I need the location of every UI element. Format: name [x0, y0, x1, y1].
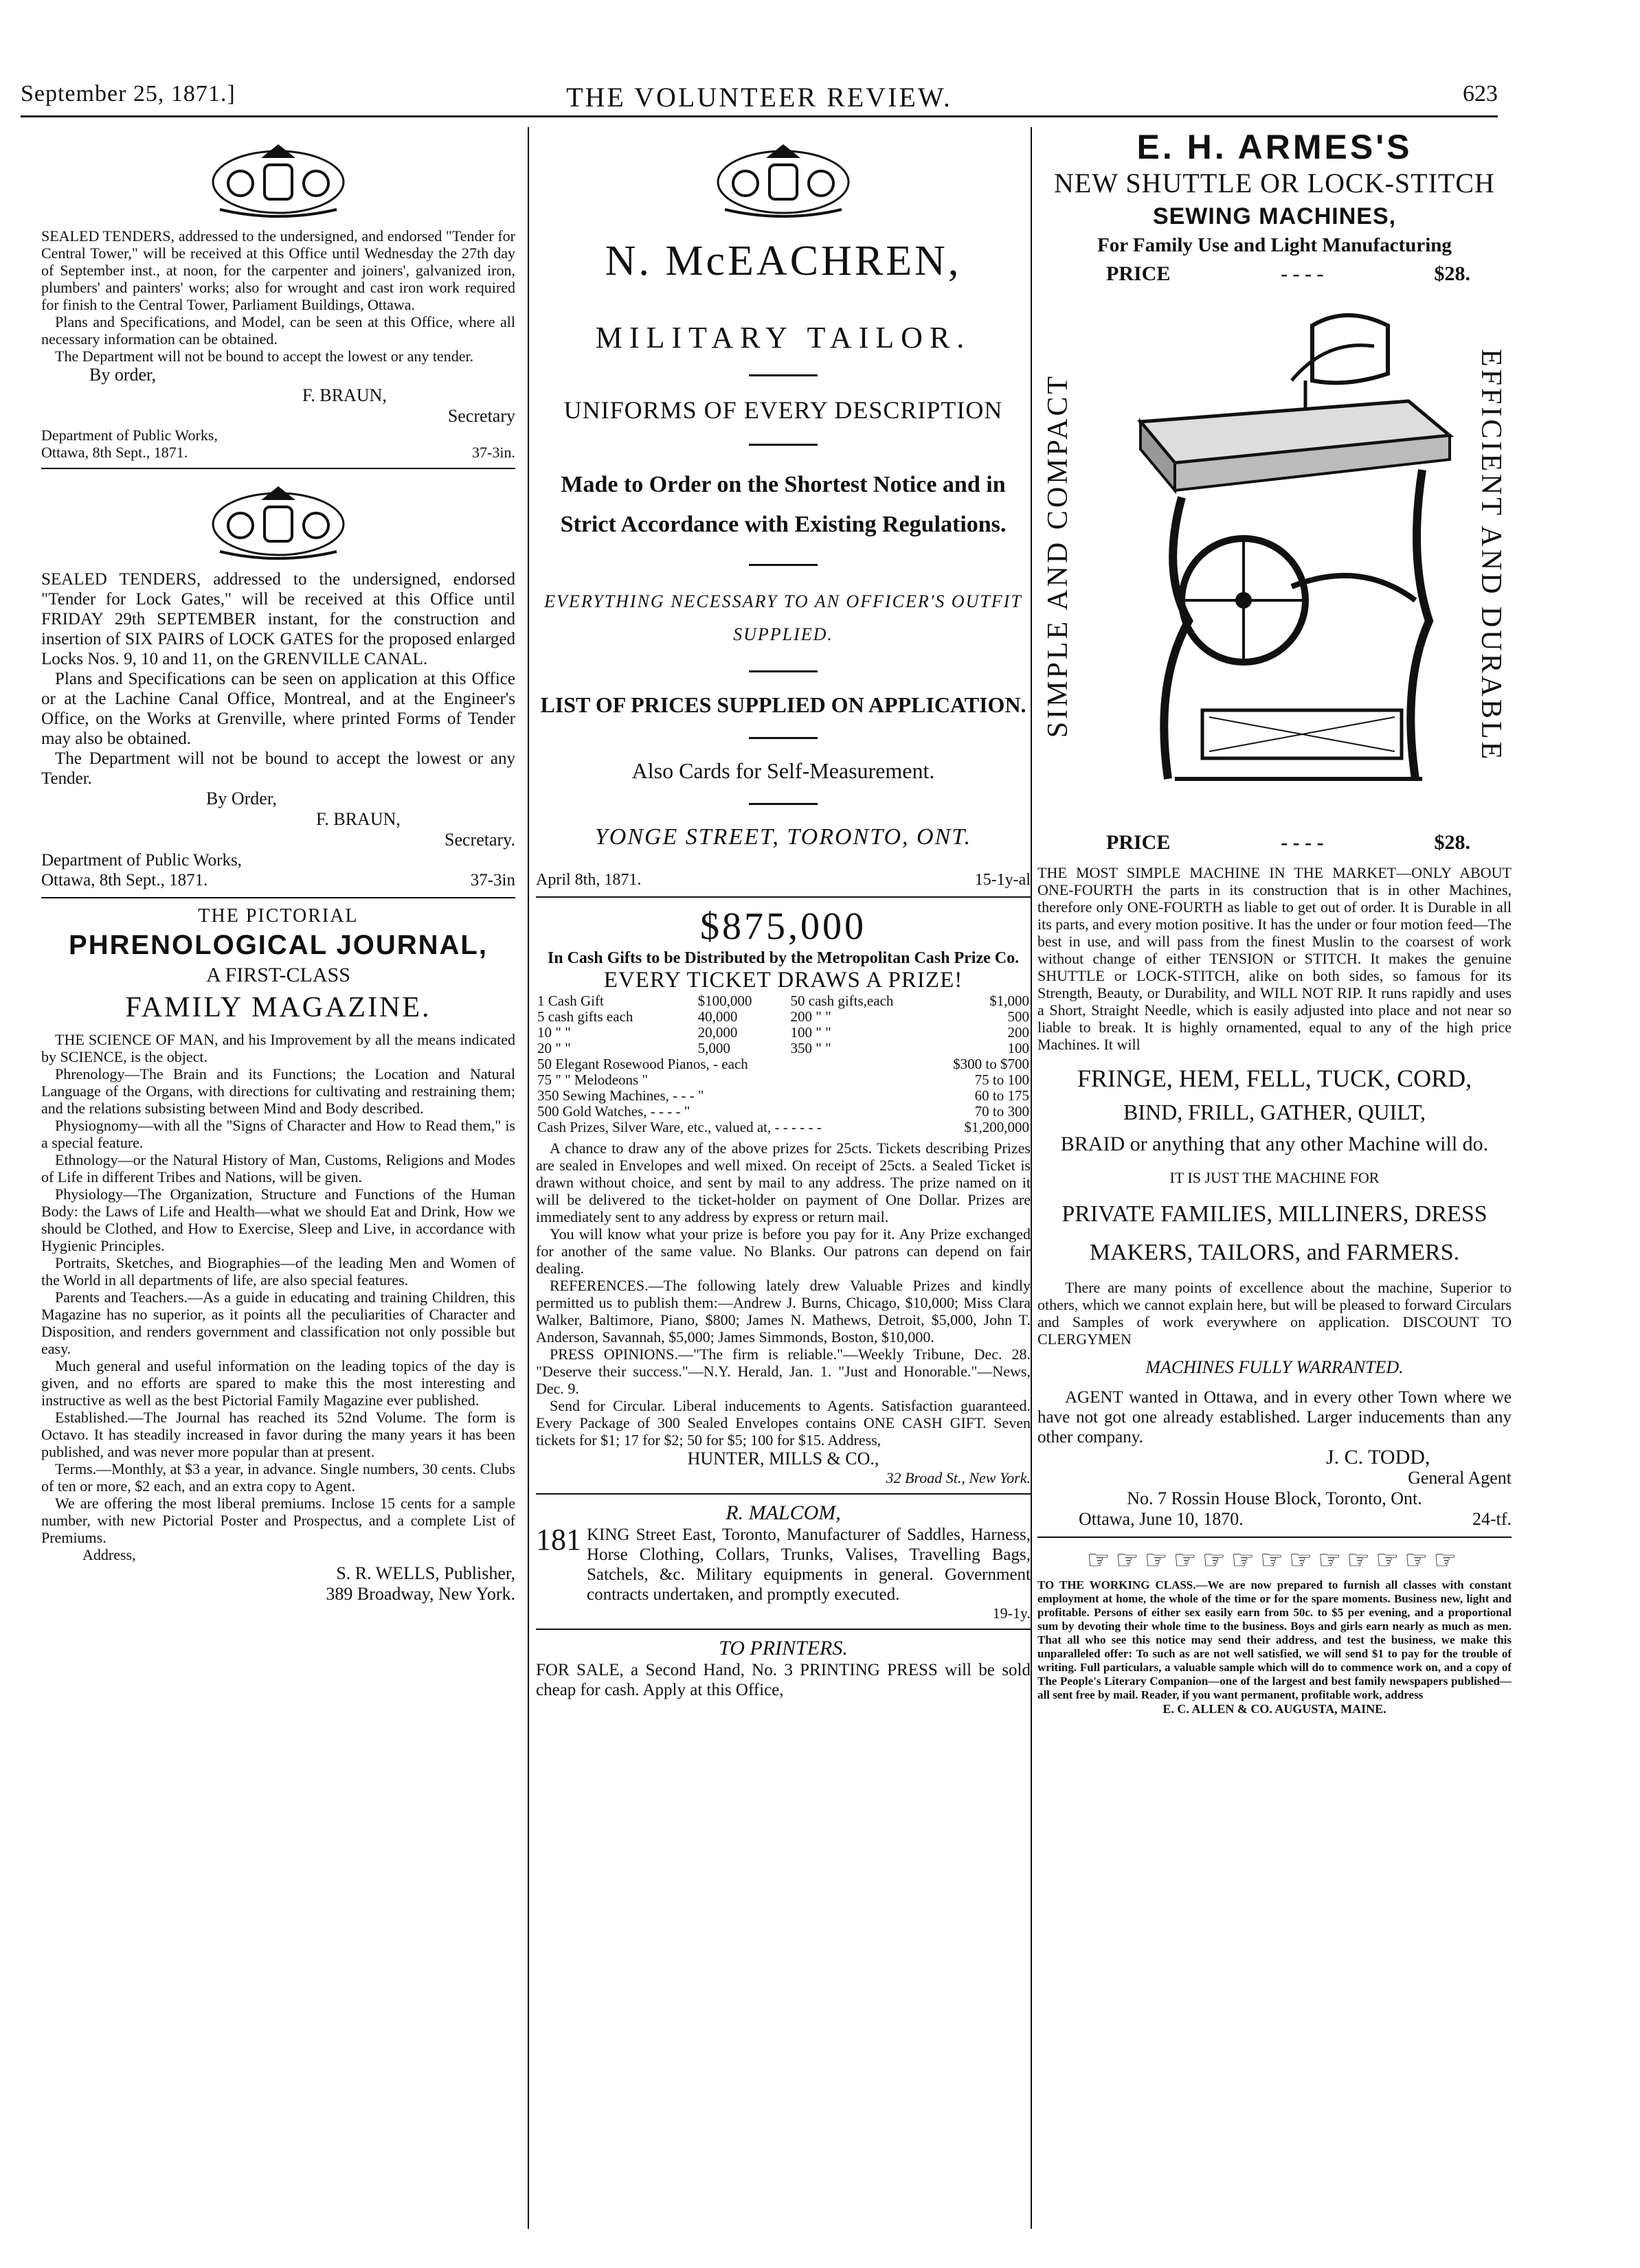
table-cell: 50 Elegant Rosewood Pianos, - each [537, 1056, 748, 1072]
divider [41, 897, 515, 898]
journal-mag: FAMILY MAGAZINE. [125, 992, 431, 1023]
street-number: 181 [536, 1523, 581, 1556]
place-date: Ottawa, 8th Sept., 1871. [41, 871, 208, 889]
outfit-line: EVERYTHING NECESSARY TO AN OFFICER'S OUTFIT SUPPLIED. [544, 591, 1022, 644]
insertion-code: 15-1y-al [974, 871, 1031, 889]
table-cell: $1,000 [989, 993, 1029, 1009]
department-name: Department of Public Works, [41, 851, 242, 870]
table-row [536, 1056, 1031, 1072]
by-order: By Order, [206, 789, 277, 808]
table-cell: 60 to 175 [974, 1087, 1029, 1104]
fringe-line: FRINGE, HEM, FELL, TUCK, CORD, [1077, 1065, 1472, 1092]
royal-crest-icon [199, 476, 357, 565]
working-class-notice: TO THE WORKING CLASS.—We are now prepared to furnish all classes with constant employment at home, the whole of the time or for the spare moments. Business new, light and profitable. Persons of either sex easily earn from 50c. to $5 per evening, and a proportional sum by devoting their whole time to the business. Boys and girls earn nearly as much as men. That all who see this notice may send their address, and test the business, we make this unparalleled offer: To such as are not well satisfied, we will send $1 to pay for the trouble of writing. Full particulars, a valuable sample which will do to commence work on, and a copy of The People's Literary Companion—one of the largest and best family newspapers published—all sent free by mail. Reader, if you want permanent, profitable work, address [1037, 1578, 1512, 1701]
warranted-line: MACHINES FULLY WARRANTED. [1145, 1357, 1404, 1377]
by-order: By order, [89, 365, 157, 385]
side-caption-right: EFFICIENT AND DURABLE [1475, 349, 1507, 762]
issue-date: September 25, 1871.] [21, 81, 236, 106]
insertion-code: 37-3in. [472, 444, 515, 461]
divider [749, 737, 818, 739]
table-row [536, 1041, 1031, 1056]
tender-lock-gates: SEALED TENDERS, addressed to the undersigned, endorsed "Tender for Lock Gates," will be received at this Office until FRIDAY 29th SEPTEMBER instant, for the construction and insertion of SIX PAIRS of LOCK GATES for the proposed enlarged Locks Nos. 9, 10 and 11, on the GRENVILLE CANAL. [41, 570, 515, 668]
tailor-name: N. McEACHREN, [605, 238, 962, 284]
just-the-machine: IT IS JUST THE MACHINE FOR [1169, 1169, 1380, 1186]
prize-paragraph: PRESS OPINIONS.—"The firm is reliable."—Weekly Tribune, Dec. 28. "Deserve their success."—N.Y. Herald, Jan. 1. "Just and Honorable."—News, Dec. 9. [536, 1346, 1031, 1397]
table-cell: 50 cash gifts,each [790, 993, 894, 1009]
signer-name: F. BRAUN, [302, 385, 387, 405]
machine-purpose: For Family Use and Light Manufacturing [1097, 234, 1452, 256]
agent-address: No. 7 Rossin House Block, Toronto, Ont. [1127, 1488, 1422, 1508]
side-caption-left: SIMPLE AND COMPACT [1042, 373, 1074, 738]
working-class-address: E. C. ALLEN & CO. AUGUSTA, MAINE. [1162, 1702, 1386, 1716]
royal-crest-icon [704, 134, 862, 223]
table-cell: 500 [1007, 1008, 1029, 1025]
table-cell: 5,000 [697, 1040, 730, 1056]
malcom-name: R. MALCOM, [726, 1501, 841, 1524]
tender-central-tower: SEALED TENDERS, addressed to the undersigned, and endorsed "Tender for Central Tower," will be received at this Office until Wednesday the 27th day of September inst., at noon, for the carpenter and joiners', galvanized iron, plumbers' and painters' works; also for wrought and cast iron work required for finish to the Central Tower, Parliament Buildings, Ottawa. [41, 227, 515, 313]
journal-pre: THE PICTORIAL [198, 905, 359, 927]
divider [1037, 1536, 1512, 1538]
table-row [536, 1104, 1031, 1120]
column-center [536, 127, 1031, 2243]
divider [536, 1493, 1031, 1495]
divider [536, 1629, 1031, 1630]
tender-department-note: The Department will not be bound to accept the lowest or any Tender. [41, 749, 515, 788]
journal-paragraph: Parents and Teachers.—As a guide in educating and training Children, this Magazine has no superior, as it points all the peculiarities of Character and Disposition, and renders government and classification not only possible but easy. [41, 1289, 515, 1357]
divider [749, 803, 818, 805]
divider [749, 564, 818, 566]
table-cell: $100,000 [697, 993, 752, 1009]
sewing-machine-icon [1086, 298, 1463, 806]
insertion-code: 24-tf. [1472, 1509, 1512, 1529]
place-date: Ottawa, 8th Sept., 1871. [41, 444, 188, 461]
ad-date: April 8th, 1871. [536, 871, 642, 889]
publisher-address: 389 Broadway, New York. [326, 1584, 515, 1604]
table-cell: 350 " " [790, 1040, 831, 1056]
masthead-rule [21, 115, 1498, 117]
table-cell: 200 " " [790, 1008, 831, 1025]
made-to-order: Made to Order on the Shortest Notice and in Strict Accordance with Existing Regulations. [560, 472, 1007, 537]
prize-amount: $875,000 [700, 905, 866, 948]
brand-name: E. H. ARMES'S [1136, 128, 1413, 166]
prize-table-goods [536, 1056, 1031, 1135]
malcom-text: KING Street East, Toronto, Manufacturer of Saddles, Harness, Horse Clothing, Collars, Trunks, Valises, Travelling Bags, Satchels, &c. Military equipments in general. Government contracts undertaken, and promptly executed. [587, 1526, 1031, 1604]
table-cell: 70 to 300 [974, 1103, 1029, 1120]
table-cell: $1,200,000 [964, 1119, 1029, 1135]
signer-title: Secretary [447, 406, 515, 426]
printers-text: FOR SALE, a Second Hand, No. 3 PRINTING PRESS will be sold cheap for cash. Apply at this Office, [536, 1661, 1031, 1699]
table-cell: 75 to 100 [974, 1071, 1029, 1088]
column-divider [1031, 127, 1032, 2229]
table-row [536, 1025, 1031, 1041]
table-cell: 20 " " [537, 1040, 571, 1056]
journal-paragraph: Physiology—The Organization, Structure and Functions of the Human Body: the Laws of Life and Health—what we should Eat and Drink, How we should be Clothed, and How to Exercise, Sleep and Live, in accordance with Hygienic Principles. [41, 1186, 515, 1254]
pointing-hand-row-icon: ☞☞☞☞☞☞☞☞☞☞☞☞☞ [1086, 1546, 1463, 1575]
agent-name: J. C. TODD, [1326, 1446, 1430, 1468]
table-cell: 350 Sewing Machines, - - - " [537, 1087, 704, 1104]
table-cell: 75 " " Melodeons " [537, 1071, 649, 1088]
street-address: YONGE STREET, TORONTO, ONT. [594, 824, 972, 850]
bind-line: BIND, FRILL, GATHER, QUILT, [1123, 1100, 1426, 1124]
table-row [536, 1009, 1031, 1025]
prize-paragraph: Send for Circular. Liberal inducements to Agents. Satisfaction guaranteed. Every Package of 300 Sealed Envelopes contains ONE CASH GIFT. Seven tickets for $1; 17 for $2; 50 for $5; 100 for $15. Address, [536, 1397, 1031, 1449]
newspaper-title: THE VOLUNTEER REVIEW. [566, 82, 952, 113]
journal-paragraph: Portraits, Sketches, and Biographies—of the leading Men and Women of the World in all departments of life, are also special features. [41, 1254, 515, 1289]
table-cell: 100 " " [790, 1024, 831, 1041]
divider [749, 444, 818, 446]
department-name: Department of Public Works, [41, 427, 218, 444]
table-cell: 500 Gold Watches, - - - - " [537, 1103, 690, 1120]
prize-paragraph: REFERENCES.—The following lately drew Valuable Prizes and kindly permitted us to publish them:—Andrew J. Burns, Chicago, $10,000; Miss Clara Walker, Baltimore, Piano, $800; James N. Mathews, Detroit, $5,000, John T. Anderson, Savannah, $5,000; James Simmonds, Boston, $10,000. [536, 1277, 1031, 1346]
royal-crest-icon [199, 134, 357, 223]
divider [536, 896, 1031, 898]
signer-title: Secretary. [445, 830, 515, 850]
table-cell: 10 " " [537, 1024, 571, 1041]
table-cell: 1 Cash Gift [537, 993, 604, 1009]
price-top: PRICE - - - - $28. [1106, 262, 1470, 285]
address-label: Address, [82, 1546, 136, 1563]
families-line: PRIVATE FAMILIES, MILLINERS, DRESS MAKERS, TAILORS, and FARMERS. [1061, 1201, 1487, 1265]
insertion-code: 19-1y. [992, 1604, 1031, 1622]
prize-headline: EVERY TICKET DRAWS A PRIZE! [603, 968, 963, 993]
table-cell: Cash Prizes, Silver Ware, etc., valued at, - - - - - - [537, 1119, 822, 1135]
journal-paragraph: We are offering the most liberal premiums. Inclose 15 cents for a sample number, with new Pictorial Poster and Prospectus, and a complete List of Premiums. [41, 1495, 515, 1546]
tender-plans: Plans and Specifications can be seen on application at this Office or at the Lachine Canal Office, Montreal, and at the Engineer's Office, on the Works at Grenville, where printed Forms of Tender may also be obtained. [41, 670, 515, 748]
journal-title: PHRENOLOGICAL JOURNAL, [69, 930, 488, 960]
table-cell: 200 [1007, 1024, 1029, 1041]
prize-table [536, 993, 1031, 1056]
insertion-code: 37-3in [470, 871, 515, 889]
table-cell: 20,000 [697, 1024, 738, 1041]
divider [41, 468, 515, 469]
firm-address: 32 Broad St., New York. [886, 1469, 1031, 1486]
masthead [21, 81, 1498, 115]
table-row [536, 993, 1031, 1009]
prize-paragraph: You will know what your prize is before you pay for it. Any Prize exchanged for another of the same value. No Blanks. Our patrons can depend on fair dealing. [536, 1225, 1031, 1277]
journal-paragraph: Terms.—Monthly, at $3 a year, in advance. Single numbers, 30 cents. Clubs of ten or more, $2 each, and an extra copy to Agent. [41, 1460, 515, 1495]
table-row [536, 1088, 1031, 1104]
agent-paragraph: AGENT wanted in Ottawa, and in every other Town where we have not got one already established. Larger inducements than any other company. [1037, 1388, 1512, 1447]
journal-sub: A FIRST-CLASS [206, 964, 350, 986]
journal-paragraph: Physiognomy—with all the "Signs of Character and How to Read them," is a special feature. [41, 1117, 515, 1151]
prize-intro: In Cash Gifts to be Distributed by the Metropolitan Cash Prize Co. [547, 949, 1020, 967]
table-row [536, 1072, 1031, 1088]
tailor-trade: MILITARY TAILOR. [595, 321, 971, 354]
braid-line: BRAID or anything that any other Machine will do. [1060, 1133, 1489, 1155]
column-divider [528, 127, 529, 2229]
divider [749, 670, 818, 672]
table-cell: 100 [1007, 1040, 1029, 1056]
journal-paragraph: THE SCIENCE OF MAN, and his Improvement by all the means indicated by SCIENCE, is the object. [41, 1031, 515, 1065]
table-cell: 5 cash gifts each [537, 1008, 633, 1025]
page-number: 623 [1463, 81, 1498, 106]
tender-plans: Plans and Specifications, and Model, can be seen at this Office, where all necessary information can be obtained. [41, 313, 515, 348]
sewing-machine-illustration [1037, 257, 1512, 854]
column-right [1037, 127, 1512, 2243]
price-list-line: LIST OF PRICES SUPPLIED ON APPLICATION. [540, 692, 1026, 717]
column-left [41, 127, 515, 2243]
table-cell: $300 to $700 [953, 1056, 1029, 1072]
publisher-name: S. R. WELLS, Publisher, [336, 1563, 515, 1583]
price-bottom: PRICE - - - - $28. [1106, 831, 1470, 854]
table-cell: 40,000 [697, 1008, 738, 1025]
machines-heading: SEWING MACHINES, [1152, 203, 1397, 229]
journal-paragraph: Established.—The Journal has reached its 52nd Volume. The form is Octavo. It has steadily increased in favor during the many years it has been published, and was never more popular than at present. [41, 1409, 515, 1460]
signer-name: F. BRAUN, [316, 809, 401, 829]
tender-department-note: The Department will not be bound to accept the lowest or any tender. [55, 348, 474, 365]
cards-line: Also Cards for Self-Measurement. [631, 758, 935, 783]
prize-paragraph: A chance to draw any of the above prizes for 25cts. Tickets describing Prizes are sealed in Envelopes and well mixed. On receipt of 25cts. a Sealed Ticket is drawn without choice, and sent by mail to any address. The prize named on it will be delivered to the ticket-holder on payment of One Dollar. Prizes are immediately sent to any address by express or return mail. [536, 1139, 1031, 1225]
divider [749, 374, 818, 376]
firm-name: HUNTER, MILLS & CO., [687, 1449, 879, 1468]
uniforms-line: UNIFORMS OF EVERY DESCRIPTION [563, 396, 1003, 424]
agent-title: General Agent [1408, 1468, 1512, 1488]
ad-date: Ottawa, June 10, 1870. [1079, 1509, 1244, 1529]
machine-description: THE MOST SIMPLE MACHINE IN THE MARKET—ONLY ABOUT ONE-FOURTH the parts in its construction that is in other Machines, therefore only ONE-FOURTH as liable to get out of order. It is Durable in all its parts, and every motion positive. It has the under or four motion feed—The best in use, and will pass from the finest Muslin to the coarsest of work without change of either TENSION or STITCH. It makes the genuine SHUTTLE or LOCK-STITCH, alike on both sides, so famous for its Strength, Beauty, or Durability, and WILL NOT RIP. It runs rapidly and uses a Short, Straight Needle, which is easily adjusted into place and not near so liable to break. It is highly ornamented, equal to any of the high price Machines. It will [1037, 864, 1512, 1053]
printers-title: TO PRINTERS. [719, 1637, 848, 1659]
machine-title: NEW SHUTTLE OR LOCK-STITCH [1054, 168, 1495, 199]
journal-paragraph: Much general and useful information on the leading topics of the day is given, and no efforts are spared to make this the most interesting and instructive as well as the best Pictorial Family Magazine ever published. [41, 1357, 515, 1409]
table-row [536, 1120, 1031, 1135]
journal-paragraph: Ethnology—or the Natural History of Man, Customs, Religions and Modes of Life in different Tribes and Nations, will be given. [41, 1151, 515, 1186]
journal-paragraph: Phrenology—The Brain and its Functions; the Location and Natural Language of the Organs, with directions for cultivating and restraining them; and the relations subsisting between Mind and Body described. [41, 1065, 515, 1117]
excellence-paragraph: There are many points of excellence about the machine, Superior to others, which we cannot explain here, but will be pleased to forward Circulars and Samples of work everywhere on application. DISCOUNT TO CLERGYMEN [1037, 1279, 1512, 1348]
